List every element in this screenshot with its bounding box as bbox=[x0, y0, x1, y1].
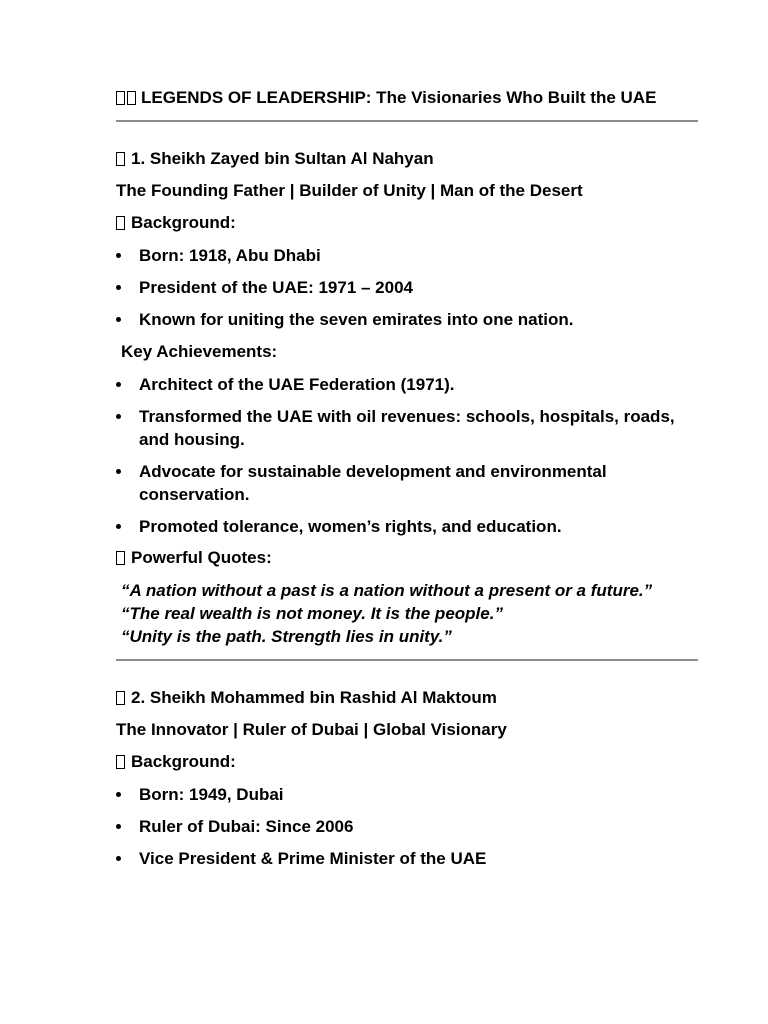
list-item bbox=[116, 308, 698, 331]
bullet-icon bbox=[116, 414, 121, 419]
list-item-text: Architect of the UAE Federation (1971). bbox=[139, 375, 455, 394]
list-item-text: President of the UAE: 1971 – 2004 bbox=[139, 278, 414, 297]
list-item bbox=[116, 460, 698, 506]
list-item bbox=[116, 515, 698, 538]
bullet-icon bbox=[116, 824, 121, 829]
section-1-quotes-label bbox=[116, 547, 698, 569]
section-1-tagline: The Founding Father | Builder of Unity | Man of the Desert bbox=[116, 181, 583, 200]
document-page bbox=[116, 86, 698, 870]
section-2-background-label bbox=[116, 751, 698, 773]
list-item-text: Advocate for sustainable development and environmental conservation. bbox=[139, 462, 607, 504]
document-title-text: LEGENDS OF LEADERSHIP: The Visionaries Who Built the UAE bbox=[141, 88, 657, 107]
section-1-achievements-list bbox=[116, 373, 698, 538]
section-1-background-label bbox=[116, 212, 698, 234]
list-item-text: Vice President & Prime Minister of the UAE bbox=[139, 849, 487, 868]
list-item bbox=[116, 847, 698, 870]
bullet-icon bbox=[116, 792, 121, 797]
missing-glyph-icon bbox=[116, 691, 125, 705]
missing-glyph-icon bbox=[116, 152, 125, 166]
list-item bbox=[116, 373, 698, 396]
quote-line: “The real wealth is not money. It is the people.” bbox=[121, 604, 503, 623]
missing-glyph-icon bbox=[116, 91, 125, 105]
list-item-text: Born: 1918, Abu Dhabi bbox=[139, 246, 321, 265]
divider bbox=[116, 659, 698, 661]
list-item bbox=[116, 244, 698, 267]
quote-line: “A nation without a past is a nation without a present or a future.” bbox=[121, 581, 653, 600]
list-item bbox=[116, 276, 698, 299]
achievements-label-text: Key Achievements: bbox=[121, 342, 278, 361]
section-1-quotes bbox=[116, 579, 698, 648]
background-label-text: Background: bbox=[131, 213, 236, 232]
bullet-icon bbox=[116, 524, 121, 529]
list-item bbox=[116, 405, 698, 451]
bullet-icon bbox=[116, 856, 121, 861]
divider bbox=[116, 120, 698, 122]
list-item-text: Known for uniting the seven emirates into one nation. bbox=[139, 310, 574, 329]
bullet-icon bbox=[116, 317, 121, 322]
list-item-text: Born: 1949, Dubai bbox=[139, 785, 284, 804]
section-1-achievements-label bbox=[116, 341, 698, 363]
section-2-tagline: The Innovator | Ruler of Dubai | Global Visionary bbox=[116, 720, 507, 739]
missing-glyph-icon bbox=[127, 91, 136, 105]
list-item-text: Ruler of Dubai: Since 2006 bbox=[139, 817, 354, 836]
section-2-heading bbox=[116, 687, 698, 709]
missing-glyph-icon bbox=[116, 216, 125, 230]
bullet-icon bbox=[116, 253, 121, 258]
bullet-icon bbox=[116, 469, 121, 474]
bullet-icon bbox=[116, 285, 121, 290]
background-label-text: Background: bbox=[131, 752, 236, 771]
section-1-heading-text: 1. Sheikh Zayed bin Sultan Al Nahyan bbox=[131, 149, 434, 168]
section-1-heading bbox=[116, 148, 698, 170]
missing-glyph-icon bbox=[116, 755, 125, 769]
list-item-text: Promoted tolerance, women’s rights, and education. bbox=[139, 517, 562, 536]
missing-glyph-icon bbox=[116, 551, 125, 565]
section-1-background-list bbox=[116, 244, 698, 331]
section-2-heading-text: 2. Sheikh Mohammed bin Rashid Al Maktoum bbox=[131, 688, 497, 707]
section-2-background-list bbox=[116, 783, 698, 870]
list-item-text: Transformed the UAE with oil revenues: schools, hospitals, roads, and housing. bbox=[139, 407, 675, 449]
document-title bbox=[116, 86, 698, 109]
bullet-icon bbox=[116, 382, 121, 387]
quote-line: “Unity is the path. Strength lies in unity.” bbox=[121, 627, 452, 646]
list-item bbox=[116, 783, 698, 806]
quotes-label-text: Powerful Quotes: bbox=[131, 548, 272, 567]
list-item bbox=[116, 815, 698, 838]
